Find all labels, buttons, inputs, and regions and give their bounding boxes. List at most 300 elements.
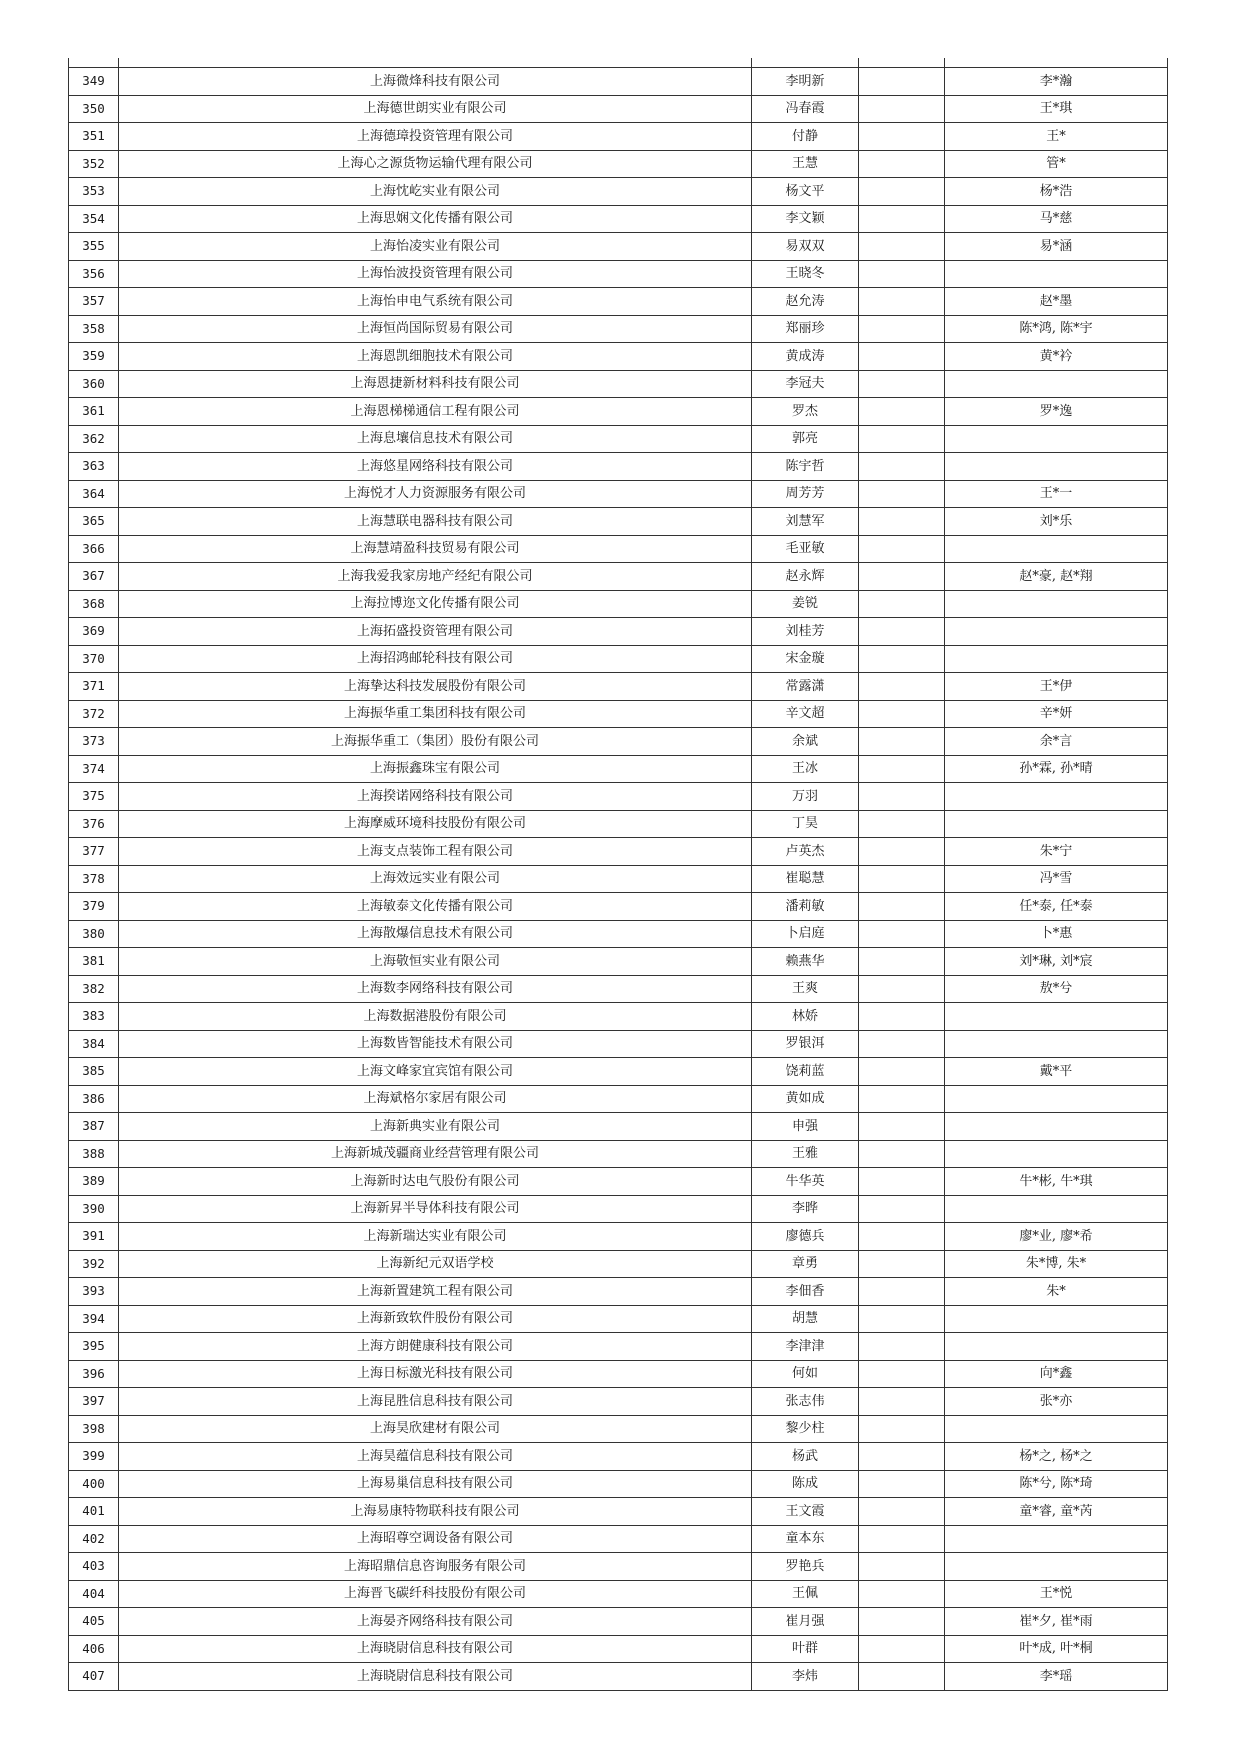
company-name: 上海怡波投资管理有限公司 [119,260,752,288]
row-number: 403 [69,1553,119,1581]
row-number: 386 [69,1085,119,1113]
person-name: 卢英杰 [752,838,859,866]
children-names [945,453,1168,481]
person-name: 赵永辉 [752,563,859,591]
row-number: 369 [69,618,119,646]
row-number: 377 [69,838,119,866]
row-number: 367 [69,563,119,591]
empty-cell [859,618,945,646]
person-name: 付静 [752,123,859,151]
empty-cell [859,1580,945,1608]
company-name: 上海晋飞碳纤科技股份有限公司 [119,1580,752,1608]
table-row [69,1470,1168,1498]
person-name: 杨武 [752,1443,859,1471]
row-number: 372 [69,700,119,728]
table-row [69,1223,1168,1251]
children-names [945,1305,1168,1333]
company-name: 上海斌格尔家居有限公司 [119,1085,752,1113]
children-names: 王*伊 [945,673,1168,701]
company-name: 上海思娴文化传播有限公司 [119,205,752,233]
table-row [69,1415,1168,1443]
person-name: 饶莉蓝 [752,1058,859,1086]
children-names: 戴*平 [945,1058,1168,1086]
person-name: 陈宇哲 [752,453,859,481]
children-names: 李*瑶 [945,1663,1168,1691]
company-name: 上海德世朗实业有限公司 [119,95,752,123]
empty-cell [859,1333,945,1361]
children-names [945,260,1168,288]
table-row [69,535,1168,563]
table-row [69,975,1168,1003]
company-name: 上海忱屹实业有限公司 [119,178,752,206]
children-names: 李*瀚 [945,68,1168,96]
person-name: 常露潇 [752,673,859,701]
person-name: 王爽 [752,975,859,1003]
row-number: 353 [69,178,119,206]
table-row [69,1388,1168,1416]
children-names: 刘*乐 [945,508,1168,536]
empty-cell [859,838,945,866]
row-number: 350 [69,95,119,123]
person-name: 郭亮 [752,425,859,453]
cell-no [69,58,119,68]
children-names: 罗*逸 [945,398,1168,426]
person-name: 李炜 [752,1663,859,1691]
row-number: 381 [69,948,119,976]
row-number: 376 [69,810,119,838]
empty-cell [859,810,945,838]
children-names [945,1140,1168,1168]
table-row [69,1085,1168,1113]
company-name: 上海晏齐网络科技有限公司 [119,1608,752,1636]
children-names: 易*涵 [945,233,1168,261]
children-names: 任*泰, 任*泰 [945,893,1168,921]
table-row [69,205,1168,233]
company-name: 上海文峰家宜宾馆有限公司 [119,1058,752,1086]
row-number: 364 [69,480,119,508]
empty-cell [859,563,945,591]
children-names: 崔*夕, 崔*雨 [945,1608,1168,1636]
table-row [69,1608,1168,1636]
row-number: 375 [69,783,119,811]
person-name: 余斌 [752,728,859,756]
children-names: 王*琪 [945,95,1168,123]
empty-cell [859,508,945,536]
company-name: 上海拉博迩文化传播有限公司 [119,590,752,618]
empty-cell [859,700,945,728]
row-number: 361 [69,398,119,426]
empty-cell [859,260,945,288]
empty-cell [859,178,945,206]
person-name: 李津津 [752,1333,859,1361]
company-name: 上海恩梯梯通信工程有限公司 [119,398,752,426]
children-names [945,1030,1168,1058]
row-number: 388 [69,1140,119,1168]
company-name: 上海新瑞达实业有限公司 [119,1223,752,1251]
person-name: 张志伟 [752,1388,859,1416]
children-names: 童*睿, 童*芮 [945,1498,1168,1526]
row-number: 352 [69,150,119,178]
person-name: 李文颖 [752,205,859,233]
person-name: 李佃香 [752,1278,859,1306]
table-row [69,1030,1168,1058]
row-number: 366 [69,535,119,563]
company-name: 上海数据港股份有限公司 [119,1003,752,1031]
empty-cell [859,1360,945,1388]
empty-cell [859,1278,945,1306]
company-name: 上海新致软件股份有限公司 [119,1305,752,1333]
empty-cell [859,1415,945,1443]
row-number: 359 [69,343,119,371]
company-name: 上海招鸿邮轮科技有限公司 [119,645,752,673]
person-name: 章勇 [752,1250,859,1278]
person-name: 王冰 [752,755,859,783]
empty-cell [859,783,945,811]
row-number: 373 [69,728,119,756]
table-row [69,1195,1168,1223]
person-name: 崔聪慧 [752,865,859,893]
table-row [69,260,1168,288]
row-number: 407 [69,1663,119,1691]
children-names: 杨*之, 杨*之 [945,1443,1168,1471]
row-number: 394 [69,1305,119,1333]
company-name: 上海挚达科技发展股份有限公司 [119,673,752,701]
empty-cell [859,1058,945,1086]
empty-cell [859,920,945,948]
company-name: 上海数皆智能技术有限公司 [119,1030,752,1058]
children-names [945,645,1168,673]
children-names: 牛*彬, 牛*琪 [945,1168,1168,1196]
empty-cell [859,1663,945,1691]
company-name: 上海日标激光科技有限公司 [119,1360,752,1388]
table-row [69,233,1168,261]
person-name: 李明新 [752,68,859,96]
person-name: 何如 [752,1360,859,1388]
table-row [69,425,1168,453]
company-name: 上海怡凌实业有限公司 [119,233,752,261]
children-names: 张*亦 [945,1388,1168,1416]
row-number: 358 [69,315,119,343]
children-names [945,1333,1168,1361]
row-number: 380 [69,920,119,948]
empty-cell [859,1635,945,1663]
company-name: 上海易康特物联科技有限公司 [119,1498,752,1526]
person-name: 李冠夫 [752,370,859,398]
empty-cell [859,1470,945,1498]
table-row [69,1553,1168,1581]
children-names: 廖*业, 廖*希 [945,1223,1168,1251]
table-row [69,728,1168,756]
children-names: 朱* [945,1278,1168,1306]
person-name: 姜锐 [752,590,859,618]
row-number: 382 [69,975,119,1003]
table-row [69,1113,1168,1141]
empty-cell [859,1030,945,1058]
empty-cell [859,370,945,398]
person-name: 李晔 [752,1195,859,1223]
children-names: 孙*霖, 孙*晴 [945,755,1168,783]
empty-cell [859,1113,945,1141]
company-name: 上海息壤信息技术有限公司 [119,425,752,453]
row-number: 396 [69,1360,119,1388]
children-names [945,1415,1168,1443]
empty-cell [859,95,945,123]
row-number: 365 [69,508,119,536]
row-number: 355 [69,233,119,261]
row-number: 362 [69,425,119,453]
table-row [69,508,1168,536]
person-name: 廖德兵 [752,1223,859,1251]
company-name: 上海晓尉信息科技有限公司 [119,1635,752,1663]
row-number: 390 [69,1195,119,1223]
company-name: 上海敏泰文化传播有限公司 [119,893,752,921]
children-names [945,370,1168,398]
row-number: 402 [69,1525,119,1553]
empty-cell [859,343,945,371]
row-number: 349 [69,68,119,96]
table-row [69,453,1168,481]
company-name: 上海新置建筑工程有限公司 [119,1278,752,1306]
children-names: 陈*鸿, 陈*宇 [945,315,1168,343]
row-number: 404 [69,1580,119,1608]
person-name: 宋金璇 [752,645,859,673]
person-name: 冯春霞 [752,95,859,123]
row-number: 379 [69,893,119,921]
table-row [69,1278,1168,1306]
company-name: 上海我爱我家房地产经纪有限公司 [119,563,752,591]
row-number: 395 [69,1333,119,1361]
company-name: 上海新纪元双语学校 [119,1250,752,1278]
table-row [69,123,1168,151]
table-row [69,1525,1168,1553]
table-row [69,783,1168,811]
empty-cell [859,1223,945,1251]
empty-cell [859,1608,945,1636]
table-row [69,893,1168,921]
company-name: 上海方朗健康科技有限公司 [119,1333,752,1361]
person-name: 黄成涛 [752,343,859,371]
person-name: 毛亚敏 [752,535,859,563]
company-name: 上海散爆信息技术有限公司 [119,920,752,948]
row-number: 360 [69,370,119,398]
person-name: 罗艳兵 [752,1553,859,1581]
company-name: 上海晓尉信息科技有限公司 [119,1663,752,1691]
children-names: 赵*墨 [945,288,1168,316]
row-number: 398 [69,1415,119,1443]
empty-cell [859,975,945,1003]
company-name: 上海微烽科技有限公司 [119,68,752,96]
children-names [945,1553,1168,1581]
table-row [69,1635,1168,1663]
table-row [69,1305,1168,1333]
table-row [69,1003,1168,1031]
cell-blank [859,58,945,68]
children-names: 朱*宁 [945,838,1168,866]
company-name: 上海德璋投资管理有限公司 [119,123,752,151]
company-name: 上海恩凯细胞技术有限公司 [119,343,752,371]
children-names [945,425,1168,453]
children-names: 刘*琳, 刘*宸 [945,948,1168,976]
row-number: 401 [69,1498,119,1526]
person-name: 潘莉敏 [752,893,859,921]
row-number: 387 [69,1113,119,1141]
person-name: 陈成 [752,1470,859,1498]
person-name: 童本东 [752,1525,859,1553]
row-number: 374 [69,755,119,783]
company-name: 上海新城茂疆商业经营管理有限公司 [119,1140,752,1168]
table-row [69,590,1168,618]
children-names: 王* [945,123,1168,151]
empty-cell [859,123,945,151]
table-row [69,1360,1168,1388]
table-row [69,1333,1168,1361]
person-name: 申强 [752,1113,859,1141]
children-names: 向*鑫 [945,1360,1168,1388]
person-name: 崔月强 [752,1608,859,1636]
person-name: 郑丽珍 [752,315,859,343]
person-name: 王雅 [752,1140,859,1168]
empty-cell [859,755,945,783]
empty-cell [859,645,945,673]
children-names [945,810,1168,838]
company-name: 上海昭尊空调设备有限公司 [119,1525,752,1553]
company-name: 上海揆诺网络科技有限公司 [119,783,752,811]
children-names: 赵*豪, 赵*翔 [945,563,1168,591]
company-name: 上海悠星网络科技有限公司 [119,453,752,481]
empty-cell [859,893,945,921]
table-row [69,150,1168,178]
person-name: 周芳芳 [752,480,859,508]
person-name: 胡慧 [752,1305,859,1333]
company-name: 上海新典实业有限公司 [119,1113,752,1141]
table-row [69,1250,1168,1278]
company-name: 上海恒尚国际贸易有限公司 [119,315,752,343]
roster-table [68,58,1168,1691]
row-number: 354 [69,205,119,233]
person-name: 赵允涛 [752,288,859,316]
company-name: 上海慧联电器科技有限公司 [119,508,752,536]
person-name: 黄如成 [752,1085,859,1113]
company-name: 上海新昇半导体科技有限公司 [119,1195,752,1223]
empty-cell [859,1305,945,1333]
empty-cell [859,1250,945,1278]
empty-cell [859,728,945,756]
children-names [945,1113,1168,1141]
table-row [69,315,1168,343]
table-row [69,68,1168,96]
table-row [69,1663,1168,1691]
table-row [69,288,1168,316]
children-names [945,1525,1168,1553]
person-name: 王文霞 [752,1498,859,1526]
roster-sheet [68,58,1167,1691]
company-name: 上海数李网络科技有限公司 [119,975,752,1003]
children-names: 朱*博, 朱* [945,1250,1168,1278]
company-name: 上海慧靖盈科技贸易有限公司 [119,535,752,563]
person-name: 牛华英 [752,1168,859,1196]
company-name: 上海心之源货物运输代理有限公司 [119,150,752,178]
table-row [69,948,1168,976]
children-names: 杨*浩 [945,178,1168,206]
company-name: 上海昊欣建材有限公司 [119,1415,752,1443]
cell-name [752,58,859,68]
company-name: 上海敬恒实业有限公司 [119,948,752,976]
company-name: 上海昭鼎信息咨询服务有限公司 [119,1553,752,1581]
empty-cell [859,150,945,178]
row-number: 389 [69,1168,119,1196]
children-names: 管* [945,150,1168,178]
table-row [69,1058,1168,1086]
empty-cell [859,425,945,453]
row-number: 351 [69,123,119,151]
row-number: 406 [69,1635,119,1663]
empty-cell [859,1525,945,1553]
children-names: 王*悦 [945,1580,1168,1608]
table-row [69,1140,1168,1168]
row-number: 391 [69,1223,119,1251]
table-row [69,810,1168,838]
row-number: 363 [69,453,119,481]
company-name: 上海振华重工（集团）股份有限公司 [119,728,752,756]
company-name: 上海效远实业有限公司 [119,865,752,893]
row-number: 405 [69,1608,119,1636]
table-row [69,398,1168,426]
table-row [69,920,1168,948]
person-name: 刘桂芳 [752,618,859,646]
row-number: 399 [69,1443,119,1471]
company-name: 上海悦才人力资源服务有限公司 [119,480,752,508]
table-row [69,343,1168,371]
children-names: 冯*雪 [945,865,1168,893]
children-names: 敖*兮 [945,975,1168,1003]
person-name: 卜启庭 [752,920,859,948]
person-name: 黎少柱 [752,1415,859,1443]
empty-cell [859,535,945,563]
row-number: 393 [69,1278,119,1306]
children-names [945,618,1168,646]
row-number: 356 [69,260,119,288]
empty-cell [859,1195,945,1223]
row-number: 357 [69,288,119,316]
person-name: 杨文平 [752,178,859,206]
empty-cell [859,590,945,618]
table-row [69,1443,1168,1471]
children-names: 黄*衿 [945,343,1168,371]
children-names [945,783,1168,811]
company-name: 上海昊蕴信息科技有限公司 [119,1443,752,1471]
company-name: 上海易巢信息科技有限公司 [119,1470,752,1498]
empty-cell [859,205,945,233]
table-row [69,480,1168,508]
row-number: 385 [69,1058,119,1086]
empty-cell [859,1085,945,1113]
company-name: 上海振华重工集团科技有限公司 [119,700,752,728]
person-name: 罗杰 [752,398,859,426]
table-row [69,370,1168,398]
row-number: 368 [69,590,119,618]
person-name: 王慧 [752,150,859,178]
empty-cell [859,453,945,481]
empty-cell [859,865,945,893]
person-name: 林娇 [752,1003,859,1031]
table-row [69,645,1168,673]
empty-cell [859,673,945,701]
empty-cell [859,1443,945,1471]
table-row [69,1168,1168,1196]
empty-cell [859,68,945,96]
table-row [69,838,1168,866]
children-names [945,590,1168,618]
